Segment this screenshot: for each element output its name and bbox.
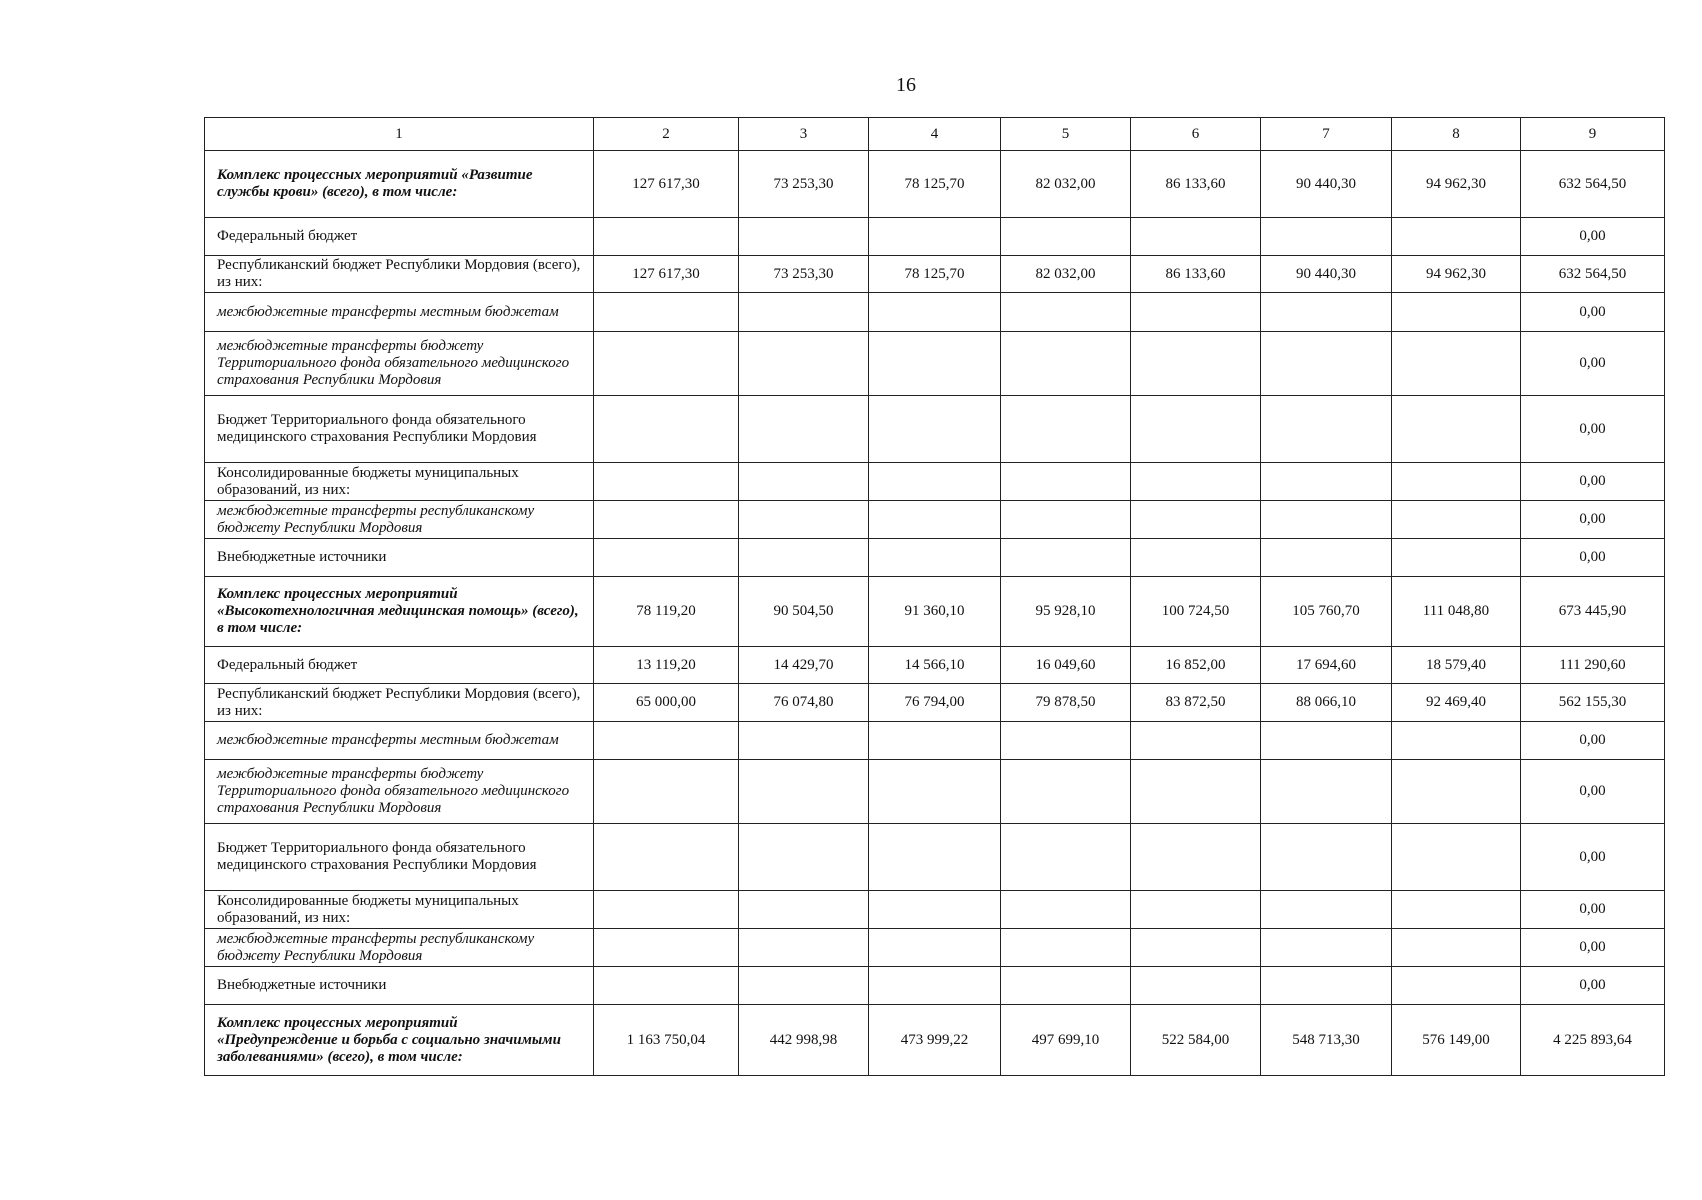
value-cell xyxy=(1261,722,1392,760)
value-cell: 673 445,90 xyxy=(1521,577,1665,647)
value-cell: 73 253,30 xyxy=(739,256,869,293)
value-cell: 1 163 750,04 xyxy=(594,1005,739,1076)
value-cell xyxy=(739,929,869,967)
value-cell xyxy=(869,824,1001,891)
value-cell xyxy=(739,463,869,501)
value-cell: 442 998,98 xyxy=(739,1005,869,1076)
row-label: Внебюджетные источники xyxy=(205,539,594,577)
value-cell: 0,00 xyxy=(1521,929,1665,967)
table-row xyxy=(205,891,1665,929)
row-label: Федеральный бюджет xyxy=(205,218,594,256)
value-cell xyxy=(739,967,869,1005)
value-cell: 88 066,10 xyxy=(1261,684,1392,722)
value-cell xyxy=(869,929,1001,967)
value-cell xyxy=(1392,218,1521,256)
table-header-row xyxy=(205,118,1665,151)
page-number: 16 xyxy=(896,74,916,96)
value-cell xyxy=(1131,463,1261,501)
table-row xyxy=(205,722,1665,760)
column-header: 7 xyxy=(1261,118,1392,151)
value-cell: 78 119,20 xyxy=(594,577,739,647)
row-label: межбюджетные трансферты бюджету Территориального фонда обязательного медицинского страхования Республики Мордовия xyxy=(205,760,594,824)
value-cell: 78 125,70 xyxy=(869,256,1001,293)
value-cell xyxy=(1261,396,1392,463)
value-cell xyxy=(1261,891,1392,929)
value-cell xyxy=(594,967,739,1005)
value-cell xyxy=(1001,722,1131,760)
value-cell xyxy=(869,501,1001,539)
value-cell xyxy=(739,722,869,760)
table-row xyxy=(205,501,1665,539)
value-cell: 111 048,80 xyxy=(1392,577,1521,647)
column-header: 4 xyxy=(869,118,1001,151)
value-cell: 18 579,40 xyxy=(1392,647,1521,684)
value-cell xyxy=(739,293,869,332)
value-cell xyxy=(594,929,739,967)
value-cell xyxy=(869,967,1001,1005)
value-cell: 522 584,00 xyxy=(1131,1005,1261,1076)
value-cell: 0,00 xyxy=(1521,501,1665,539)
table-row xyxy=(205,218,1665,256)
value-cell xyxy=(869,332,1001,396)
table-row xyxy=(205,151,1665,218)
value-cell: 0,00 xyxy=(1521,967,1665,1005)
value-cell: 0,00 xyxy=(1521,760,1665,824)
value-cell: 91 360,10 xyxy=(869,577,1001,647)
row-label: Комплекс процессных мероприятий «Предупреждение и борьба с социально значимыми заболеваниями» (всего), в том числе: xyxy=(205,1005,594,1076)
table-row xyxy=(205,967,1665,1005)
value-cell: 100 724,50 xyxy=(1131,577,1261,647)
value-cell: 111 290,60 xyxy=(1521,647,1665,684)
value-cell: 497 699,10 xyxy=(1001,1005,1131,1076)
value-cell xyxy=(1392,722,1521,760)
value-cell xyxy=(1001,539,1131,577)
value-cell xyxy=(1131,967,1261,1005)
value-cell: 0,00 xyxy=(1521,463,1665,501)
value-cell: 0,00 xyxy=(1521,332,1665,396)
value-cell xyxy=(1261,539,1392,577)
value-cell xyxy=(869,293,1001,332)
table-row xyxy=(205,332,1665,396)
value-cell xyxy=(1392,539,1521,577)
value-cell: 95 928,10 xyxy=(1001,577,1131,647)
table-row xyxy=(205,293,1665,332)
value-cell: 0,00 xyxy=(1521,891,1665,929)
value-cell xyxy=(1131,539,1261,577)
value-cell xyxy=(869,891,1001,929)
value-cell xyxy=(739,396,869,463)
row-label: Комплекс процессных мероприятий «Развитие службы крови» (всего), в том числе: xyxy=(205,151,594,218)
value-cell: 79 878,50 xyxy=(1001,684,1131,722)
column-header: 2 xyxy=(594,118,739,151)
row-label: Консолидированные бюджеты муниципальных образований, из них: xyxy=(205,463,594,501)
value-cell: 632 564,50 xyxy=(1521,151,1665,218)
value-cell xyxy=(594,218,739,256)
value-cell: 83 872,50 xyxy=(1131,684,1261,722)
value-cell: 65 000,00 xyxy=(594,684,739,722)
row-label: Бюджет Территориального фонда обязательного медицинского страхования Республики Мордовия xyxy=(205,824,594,891)
row-label: Федеральный бюджет xyxy=(205,647,594,684)
value-cell xyxy=(1261,501,1392,539)
value-cell xyxy=(1001,760,1131,824)
table-row xyxy=(205,463,1665,501)
value-cell xyxy=(1001,967,1131,1005)
value-cell: 127 617,30 xyxy=(594,151,739,218)
value-cell: 86 133,60 xyxy=(1131,151,1261,218)
value-cell xyxy=(1001,332,1131,396)
value-cell xyxy=(594,539,739,577)
value-cell xyxy=(594,293,739,332)
value-cell xyxy=(1131,722,1261,760)
value-cell xyxy=(594,722,739,760)
value-cell xyxy=(869,218,1001,256)
value-cell xyxy=(869,722,1001,760)
value-cell: 90 440,30 xyxy=(1261,151,1392,218)
table-row xyxy=(205,577,1665,647)
column-header: 5 xyxy=(1001,118,1131,151)
value-cell xyxy=(869,396,1001,463)
value-cell xyxy=(1131,824,1261,891)
value-cell xyxy=(1001,463,1131,501)
value-cell: 0,00 xyxy=(1521,218,1665,256)
value-cell: 14 429,70 xyxy=(739,647,869,684)
column-header: 9 xyxy=(1521,118,1665,151)
budget-table xyxy=(204,117,1665,1076)
row-label: Республиканский бюджет Республики Мордовия (всего), из них: xyxy=(205,684,594,722)
value-cell: 576 149,00 xyxy=(1392,1005,1521,1076)
value-cell: 16 049,60 xyxy=(1001,647,1131,684)
column-header: 3 xyxy=(739,118,869,151)
value-cell xyxy=(869,760,1001,824)
value-cell xyxy=(1131,929,1261,967)
value-cell xyxy=(739,891,869,929)
value-cell xyxy=(1392,967,1521,1005)
row-label: Комплекс процессных мероприятий «Высокотехнологичная медицинская помощь» (всего), в том числе: xyxy=(205,577,594,647)
value-cell: 73 253,30 xyxy=(739,151,869,218)
value-cell xyxy=(1392,463,1521,501)
table-row xyxy=(205,760,1665,824)
value-cell xyxy=(1001,929,1131,967)
row-label: межбюджетные трансферты местным бюджетам xyxy=(205,722,594,760)
value-cell xyxy=(869,463,1001,501)
table-row xyxy=(205,256,1665,293)
table-row xyxy=(205,396,1665,463)
value-cell: 0,00 xyxy=(1521,293,1665,332)
row-label: межбюджетные трансферты республиканскому бюджету Республики Мордовия xyxy=(205,929,594,967)
value-cell xyxy=(1261,824,1392,891)
table-row xyxy=(205,647,1665,684)
value-cell xyxy=(1131,891,1261,929)
value-cell xyxy=(739,539,869,577)
table-row xyxy=(205,684,1665,722)
value-cell xyxy=(739,218,869,256)
value-cell: 0,00 xyxy=(1521,722,1665,760)
value-cell: 76 074,80 xyxy=(739,684,869,722)
value-cell xyxy=(1261,293,1392,332)
value-cell: 94 962,30 xyxy=(1392,256,1521,293)
value-cell: 90 440,30 xyxy=(1261,256,1392,293)
value-cell xyxy=(739,824,869,891)
value-cell: 94 962,30 xyxy=(1392,151,1521,218)
table-row xyxy=(205,1005,1665,1076)
value-cell xyxy=(739,501,869,539)
value-cell xyxy=(1392,760,1521,824)
value-cell: 0,00 xyxy=(1521,539,1665,577)
value-cell xyxy=(594,501,739,539)
value-cell xyxy=(1001,293,1131,332)
value-cell xyxy=(869,539,1001,577)
column-header: 1 xyxy=(205,118,594,151)
value-cell xyxy=(1392,396,1521,463)
value-cell xyxy=(1261,463,1392,501)
row-label: межбюджетные трансферты бюджету Территориального фонда обязательного медицинского страхования Республики Мордовия xyxy=(205,332,594,396)
column-header: 6 xyxy=(1131,118,1261,151)
value-cell xyxy=(1131,501,1261,539)
table-row xyxy=(205,824,1665,891)
row-label: межбюджетные трансферты местным бюджетам xyxy=(205,293,594,332)
row-label: Внебюджетные источники xyxy=(205,967,594,1005)
value-cell: 86 133,60 xyxy=(1131,256,1261,293)
value-cell xyxy=(594,760,739,824)
value-cell xyxy=(1131,760,1261,824)
value-cell xyxy=(1392,501,1521,539)
value-cell: 14 566,10 xyxy=(869,647,1001,684)
value-cell: 90 504,50 xyxy=(739,577,869,647)
value-cell xyxy=(739,760,869,824)
value-cell xyxy=(594,891,739,929)
value-cell xyxy=(1261,218,1392,256)
value-cell xyxy=(594,396,739,463)
row-label: Консолидированные бюджеты муниципальных образований, из них: xyxy=(205,891,594,929)
value-cell xyxy=(1001,218,1131,256)
value-cell xyxy=(1131,332,1261,396)
value-cell xyxy=(1131,396,1261,463)
value-cell: 562 155,30 xyxy=(1521,684,1665,722)
value-cell xyxy=(1261,967,1392,1005)
column-header: 8 xyxy=(1392,118,1521,151)
value-cell xyxy=(1392,293,1521,332)
value-cell: 78 125,70 xyxy=(869,151,1001,218)
value-cell xyxy=(1131,218,1261,256)
table-row xyxy=(205,539,1665,577)
value-cell: 0,00 xyxy=(1521,824,1665,891)
value-cell xyxy=(1001,396,1131,463)
value-cell: 17 694,60 xyxy=(1261,647,1392,684)
value-cell xyxy=(1261,929,1392,967)
value-cell xyxy=(1001,891,1131,929)
value-cell xyxy=(1392,891,1521,929)
row-label: Бюджет Территориального фонда обязательного медицинского страхования Республики Мордовия xyxy=(205,396,594,463)
value-cell: 92 469,40 xyxy=(1392,684,1521,722)
value-cell xyxy=(739,332,869,396)
value-cell: 548 713,30 xyxy=(1261,1005,1392,1076)
value-cell: 13 119,20 xyxy=(594,647,739,684)
table-row xyxy=(205,929,1665,967)
value-cell: 82 032,00 xyxy=(1001,151,1131,218)
value-cell xyxy=(1001,824,1131,891)
value-cell: 16 852,00 xyxy=(1131,647,1261,684)
value-cell: 127 617,30 xyxy=(594,256,739,293)
value-cell xyxy=(1392,929,1521,967)
value-cell: 82 032,00 xyxy=(1001,256,1131,293)
value-cell xyxy=(1261,760,1392,824)
value-cell: 76 794,00 xyxy=(869,684,1001,722)
value-cell: 0,00 xyxy=(1521,396,1665,463)
value-cell: 105 760,70 xyxy=(1261,577,1392,647)
value-cell xyxy=(1392,332,1521,396)
value-cell xyxy=(1001,501,1131,539)
value-cell xyxy=(594,463,739,501)
row-label: межбюджетные трансферты республиканскому бюджету Республики Мордовия xyxy=(205,501,594,539)
row-label: Республиканский бюджет Республики Мордовия (всего), из них: xyxy=(205,256,594,293)
value-cell xyxy=(594,824,739,891)
value-cell: 632 564,50 xyxy=(1521,256,1665,293)
value-cell xyxy=(1131,293,1261,332)
value-cell xyxy=(1392,824,1521,891)
value-cell: 473 999,22 xyxy=(869,1005,1001,1076)
value-cell xyxy=(1261,332,1392,396)
value-cell xyxy=(594,332,739,396)
value-cell: 4 225 893,64 xyxy=(1521,1005,1665,1076)
